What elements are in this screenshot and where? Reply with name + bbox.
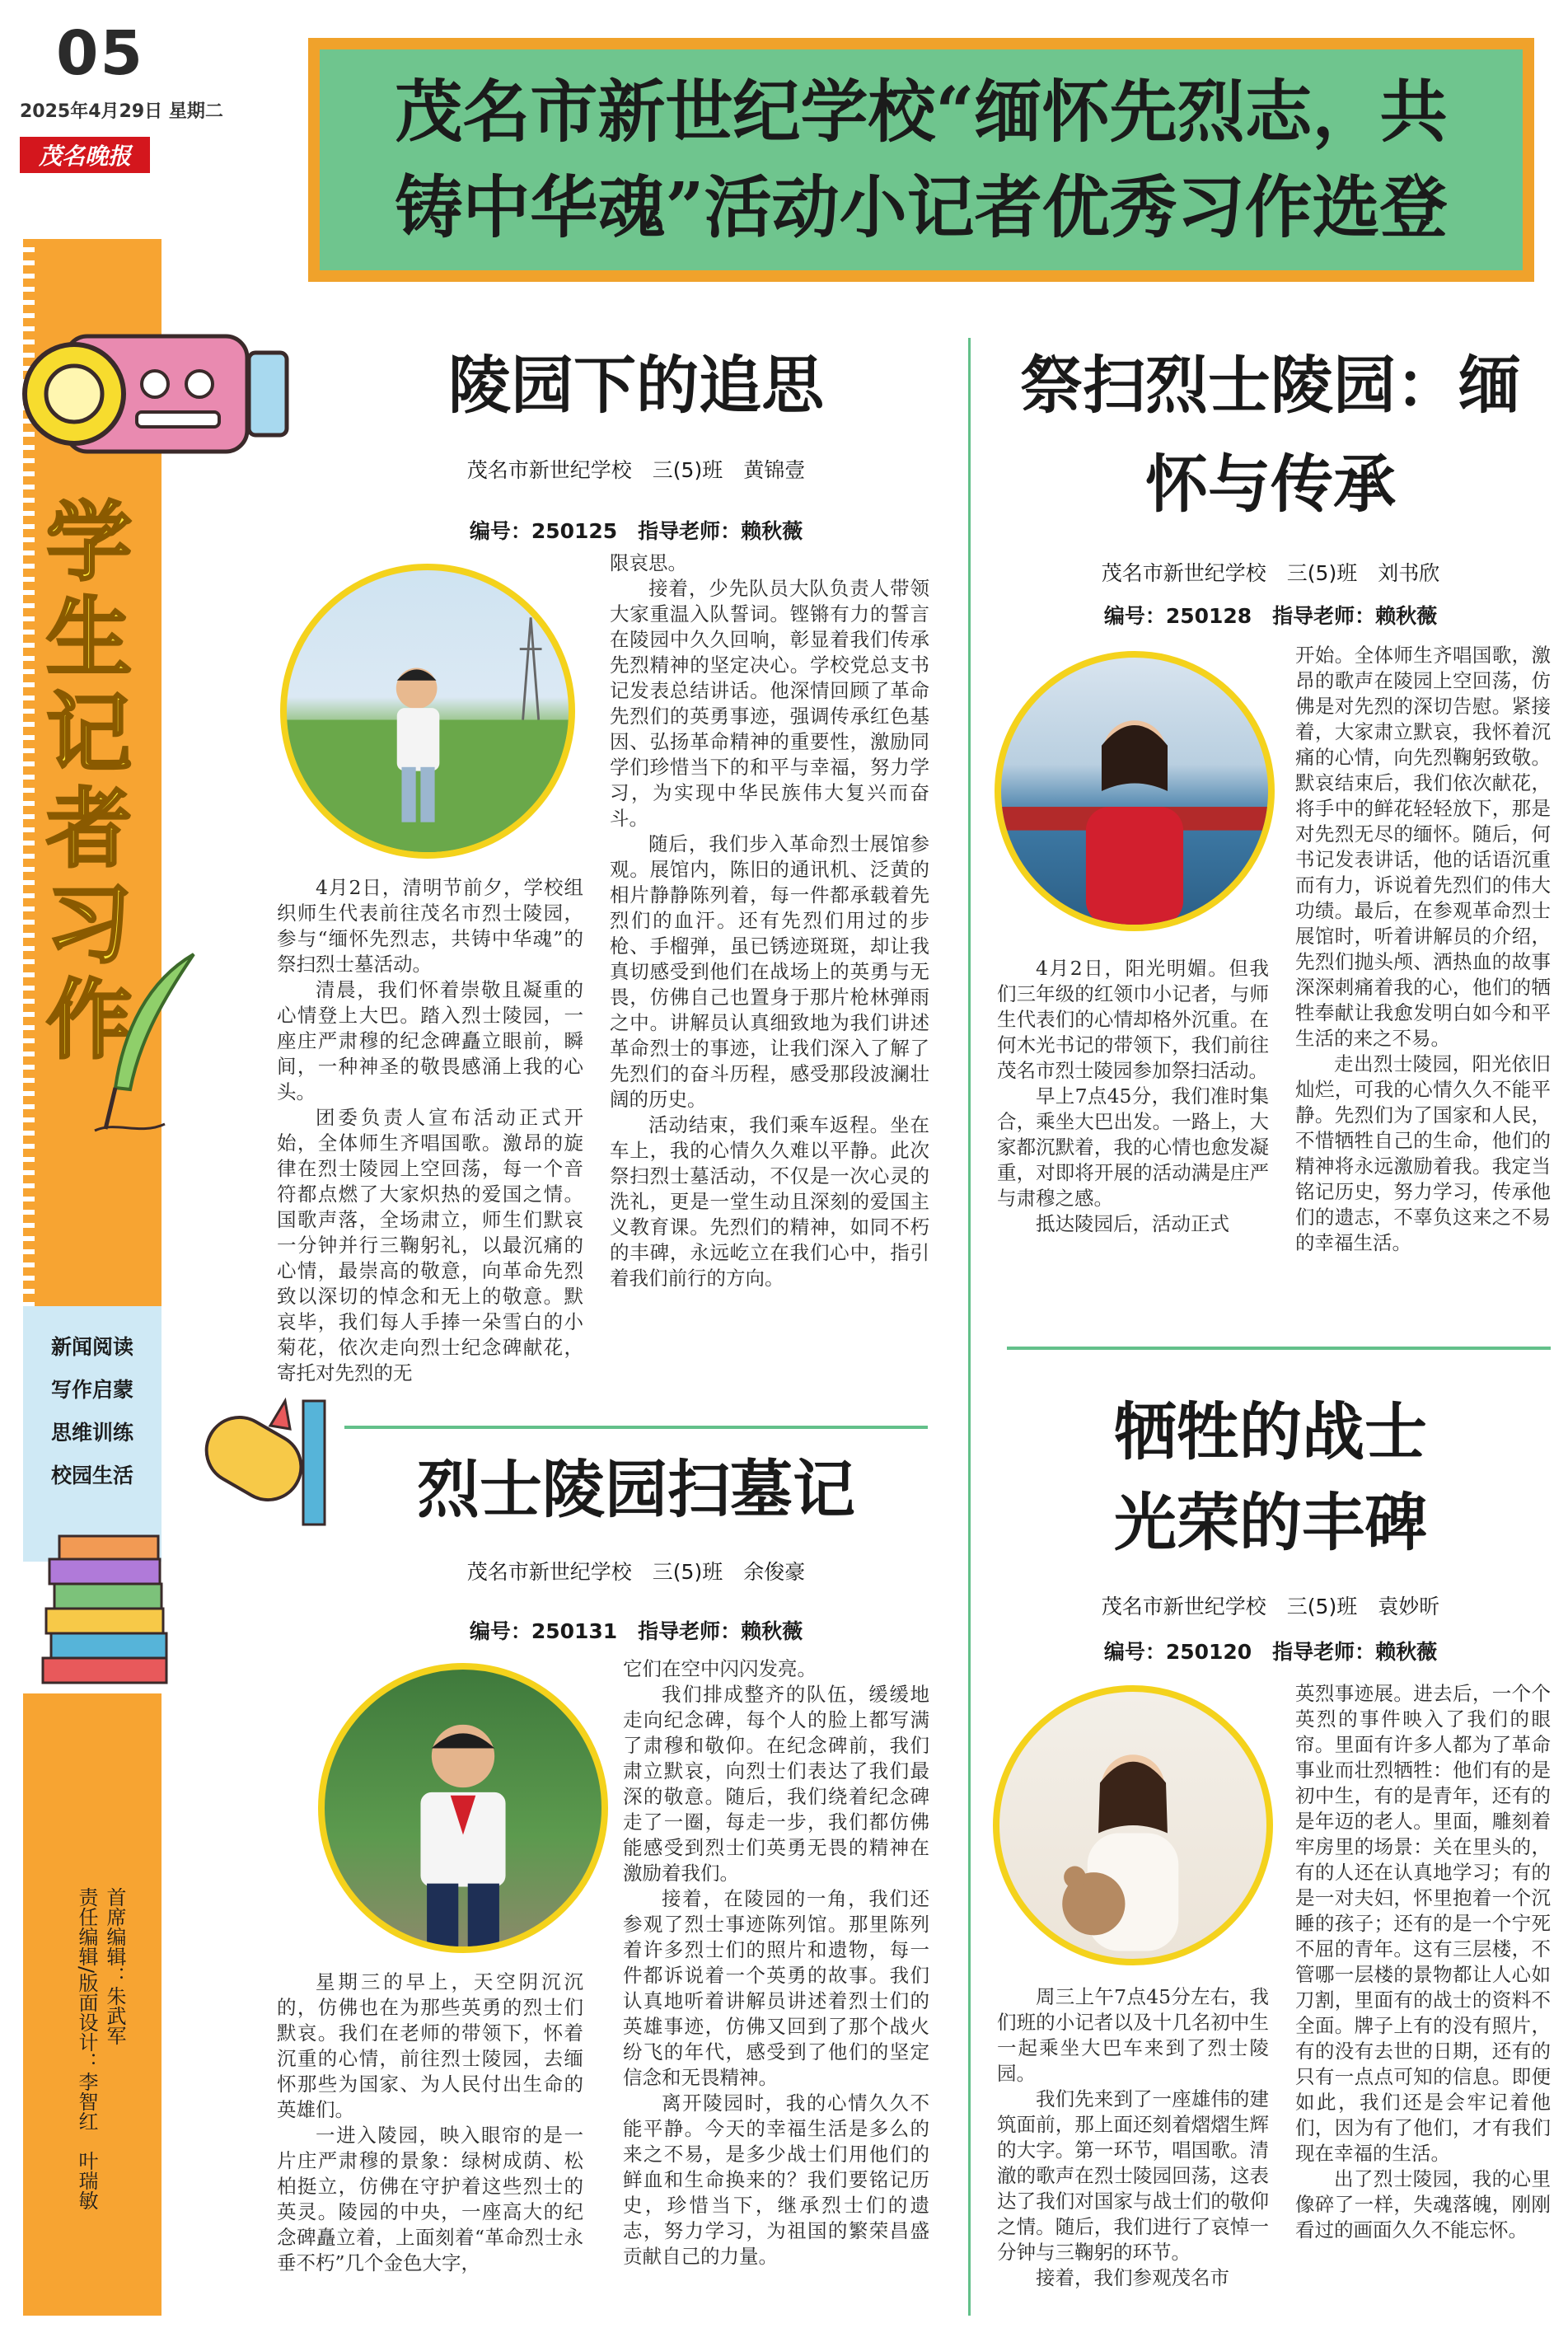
article-paragraph: 接着，在陵园的一角，我们还参观了烈士事迹陈列馆。那里陈列着许多烈士们的照片和遗物，每一件都诉说着一个英勇的故事。我们认真地听着讲解员讲述着烈士们的英雄事迹，仿佛又回到了那个战火纷飞的年代，感受到了他们的坚定信念和无畏精神。 bbox=[623, 1887, 929, 2089]
boy-in-field-illustration-icon bbox=[287, 570, 569, 852]
sidebar-title-char: 学 bbox=[45, 492, 132, 593]
author-photo bbox=[318, 1663, 608, 1953]
article-column bbox=[997, 1984, 1269, 2316]
article-column bbox=[1295, 643, 1551, 1309]
article-paragraph: 接着，我们参观茂名市 bbox=[1036, 2266, 1229, 2289]
sidebar-menu-item: 思维训练 bbox=[51, 1421, 134, 1445]
books-illustration-icon bbox=[35, 1518, 179, 1695]
author-photo bbox=[280, 564, 575, 859]
article-column bbox=[610, 550, 929, 1404]
article-paragraph: 团委负责人宣布活动正式开始，全体师生齐唱国歌。激昂的旋律在烈士陵园上空回荡，每一个音符都点燃了大家炽热的爱国之情。国歌声落，全场肃立，师生们默哀一分钟并行三鞠躬礼，以最沉痛的心情，最崇高的敬意，向革命先烈致以深切的悼念和无上的敬意。默哀毕，我们每人手捧一朵雪白的小菊花，依次走向烈士纪念碑献花，寄托对先烈的无 bbox=[277, 1106, 583, 1384]
article-meta: 编号：250125 指导老师：赖秋薇 bbox=[469, 519, 803, 543]
article-title: 陵园下的追思 bbox=[448, 349, 824, 422]
article-paragraph: 开始。全体师生齐唱国歌，激昂的歌声在陵园上空回荡，仿佛是对先烈的深切告慰。紧接着，大家肃立默哀，我怀着沉痛的心情，向先烈鞠躬致敬。默哀结束后，我们依次献花，将手中的鲜花轻轻放下，那是对先烈无尽的缅怀。随后，何书记发表讲话，他的话语沉重而有力，诉说着先烈们的伟大功绩。最后，在参观革命烈士展馆时，听着讲解员的介绍，先烈们抛头颅、洒热血的故事深深刺痛着我的心，他们的牺牲奉献让我愈发明白如今和平生活的来之不易。 bbox=[1295, 644, 1551, 1050]
article-byline: 茂名市新世纪学校 三(5)班 黄锦壹 bbox=[466, 458, 806, 482]
article-paragraph: 一进入陵园，映入眼帘的是一片庄严肃穆的景象：绿树成荫、松柏挺立，仿佛在守护着这些烈士的英灵。陵园的中央，一座高大的纪念碑矗立着，上面刻着“革命烈士永垂不朽”几个金色大字， bbox=[277, 2124, 583, 2274]
editor-credits bbox=[73, 1887, 129, 2299]
article-paragraph: 抵达陵园后，活动正式 bbox=[1036, 1212, 1229, 1235]
article-paragraph: 周三上午7点45分左右，我们班的小记者以及十几名初中生一起乘坐大巴车来到了烈士陵园。 bbox=[997, 1985, 1269, 2085]
article-column bbox=[623, 1656, 929, 2316]
headline-line-1: 茂名市新世纪学校“缅怀先烈志，共 bbox=[395, 73, 1448, 152]
article-meta: 编号：250131 指导老师：赖秋薇 bbox=[469, 1619, 803, 1643]
article-paragraph: 出了烈士陵园，我的心里像碎了一样，失魂落魄，刚刚看过的画面久久不能忘怀。 bbox=[1295, 2167, 1551, 2241]
article-paragraph: 走出烈士陵园，阳光依旧灿烂，可我的心情久久不能平静。先烈们为了国家和人民，不惜牺牲自己的生命，他们的精神将永远激励着我。我定当铭记历史，努力学习，传承他们的遗志，不辜负这来之不易的幸福生活。 bbox=[1295, 1052, 1551, 1254]
article-title: 牺牲的战士 bbox=[1114, 1395, 1427, 1468]
article-column bbox=[277, 1970, 583, 2316]
girl-by-lake-illustration-icon bbox=[1001, 658, 1268, 925]
author-photo bbox=[993, 1685, 1273, 1965]
sidebar-menu-item: 写作启蒙 bbox=[51, 1378, 134, 1402]
article-title: 祭扫烈士陵园：缅 bbox=[1020, 349, 1521, 422]
girl-with-teddy-illustration-icon bbox=[999, 1692, 1266, 1959]
author-photo bbox=[995, 651, 1275, 931]
sidebar-title-char: 生 bbox=[45, 588, 132, 688]
article-column bbox=[1295, 1681, 1551, 2316]
pencil-illustration-icon bbox=[188, 1393, 332, 1570]
sidebar-title-char: 记 bbox=[45, 683, 132, 784]
article-column bbox=[277, 875, 583, 1403]
article-paragraph: 早上7点45分，我们准时集合，乘坐大巴出发。一路上，大家都沉默着，我的心情也愈发凝重，对即将开展的活动满是庄严与肃穆之感。 bbox=[997, 1084, 1269, 1210]
article-paragraph: 活动结束，我们乘车返程。坐在车上，我的心情久久难以平静。此次祭扫烈士墓活动，不仅是一次心灵的洗礼，更是一堂生动且深刻的爱国主义教育课。先烈们的精神，如同不朽的丰碑，永远屹立在我们心中，指引着我们前行的方向。 bbox=[610, 1113, 929, 1290]
article-paragraph: 它们在空中闪闪发亮。 bbox=[623, 1657, 817, 1680]
article-paragraph: 离开陵园时，我的心情久久不能平静。今天的幸福生活是多么的来之不易，是多少战士们用他们的鲜血和生命换来的？我们要铭记历史，珍惜当下，继承烈士们的遗志，努力学习，为祖国的繁荣昌盛贡献自己的力量。 bbox=[623, 2091, 929, 2268]
article-paragraph: 我们排成整齐的队伍，缓缓地走向纪念碑，每个人的脸上都写满了肃穆和敬仰。在纪念碑前，我们肃立默哀，向烈士们表达了我们最深的敬意。随后，我们绕着纪念碑走了一圈，每走一步，我们都仿佛能感受到烈士们英勇无畏的精神在激励着我们。 bbox=[623, 1683, 929, 1885]
article-title: 光荣的丰碑 bbox=[1114, 1486, 1427, 1559]
newspaper-logo: 茂名晚报 bbox=[20, 137, 150, 173]
article-title: 烈士陵园扫墓记 bbox=[417, 1453, 855, 1526]
camera-illustration-icon bbox=[16, 320, 297, 465]
boy-in-uniform-illustration-icon bbox=[325, 1670, 601, 1946]
article-paragraph: 清晨，我们怀着崇敬且凝重的心情登上大巴。踏入烈士陵园，一座庄严肃穆的纪念碑矗立眼前，瞬间，一种神圣的敬畏感涌上我的心头。 bbox=[277, 978, 583, 1103]
headline-panel bbox=[320, 49, 1523, 270]
section-divider-right bbox=[1007, 1347, 1551, 1350]
page-headline bbox=[308, 38, 1534, 282]
article-paragraph: 4月2日，清明节前夕，学校组织师生代表前往茂名市烈士陵园，参与“缅怀先烈志，共铸中华魂”的祭扫烈士墓活动。 bbox=[277, 876, 583, 976]
page-number: 05 bbox=[56, 18, 144, 89]
sidebar-title-char: 习 bbox=[45, 874, 132, 975]
article-paragraph: 限哀思。 bbox=[610, 551, 687, 574]
sidebar-title-char: 作 bbox=[45, 970, 132, 1070]
column-divider bbox=[968, 338, 971, 2316]
article-meta: 编号：250128 指导老师：赖秋薇 bbox=[1103, 604, 1438, 628]
article-paragraph: 英烈事迹展。进去后，一个个英烈的事件映入了我们的眼帘。里面有许多人都为了革命事业而壮烈牺牲：他们有的是初中生，有的是青年，还有的是年迈的老人。里面，雕刻着牢房里的场景：关在里头的，有的人还在认真地学习；有的是一对夫妇，怀里抱着一个沉睡的孩子；还有的是一个宁死不屈的青年。这有三层楼，不管哪一层楼的景物都让人心如刀割，里面有的战士的资料不全面。牌子上有的没有照片，有的没有去世的日期，还有的只有一点点可知的信息。即便如此，我们还是会牢记着他们，因为有了他们，才有我们现在幸福的生活。 bbox=[1295, 1682, 1551, 2165]
article-title: 怀与传承 bbox=[1145, 447, 1396, 521]
article-paragraph: 接着，少先队员大队负责人带领大家重温入队誓词。铿锵有力的誓言在陵园中久久回响，彰显着我们传承先烈精神的坚定决心。学校党总支书记发表总结讲话。他深情回顾了革命先烈们的英勇事迹，强调传承红色基因、弘扬革命精神的重要性，激励同学们珍惜当下的和平与幸福，努力学习，为实现中华民族伟大复兴而奋斗。 bbox=[610, 577, 929, 830]
article-byline: 茂名市新世纪学校 三(5)班 刘书欣 bbox=[1101, 561, 1440, 585]
issue-date: 2025年4月29日 星期二 bbox=[20, 101, 223, 122]
sidebar-menu-item: 校园生活 bbox=[51, 1464, 134, 1487]
quill-illustration-icon bbox=[91, 948, 206, 1137]
article-paragraph: 4月2日，阳光明媚。但我们三年级的红领巾小记者，与师生代表们的心情却格外沉重。在何木光书记的带领下，我们前往茂名市烈士陵园参加祭扫活动。 bbox=[997, 957, 1269, 1082]
article-column bbox=[997, 956, 1269, 1305]
article-meta: 编号：250120 指导老师：赖秋薇 bbox=[1103, 1640, 1438, 1664]
sidebar-menu-item: 新闻阅读 bbox=[51, 1335, 134, 1359]
editors-credit: 责任编辑/版面设计：李智红 叶瑞敏 bbox=[75, 1887, 98, 2211]
chief-editor-credit: 首席编辑：朱武军 bbox=[103, 1887, 126, 2045]
section-divider-left bbox=[344, 1426, 928, 1429]
article-paragraph: 我们先来到了一座雄伟的建筑面前，那上面还刻着熠熠生辉的大字。第一环节，唱国歌。清澈的歌声在烈士陵园回荡，这表达了我们对国家与战士们的敬仰之情。随后，我们进行了哀悼一分钟与三鞠躬的环节。 bbox=[997, 2087, 1269, 2264]
article-paragraph: 随后，我们步入革命烈士展馆参观。展馆内，陈旧的通讯机、泛黄的相片静静陈列着，每一件都承载着先烈们的血汗。还有先烈们用过的步枪、手榴弹，虽已锈迹斑斑，却让我真切感受到他们在战场上的英勇与无畏，仿佛自己也置身于那片枪林弹雨之中。讲解员认真细致地为我们讲述革命烈士的事迹，让我们深入了解了先烈们的奋斗历程，感受那段波澜壮阔的历史。 bbox=[610, 832, 929, 1111]
headline-line-2: 铸中华魂”活动小记者优秀习作选登 bbox=[395, 168, 1448, 247]
article-byline: 茂名市新世纪学校 三(5)班 余俊豪 bbox=[466, 1560, 806, 1584]
sidebar-title-char: 者 bbox=[45, 779, 132, 879]
article-byline: 茂名市新世纪学校 三(5)班 袁妙昕 bbox=[1101, 1595, 1440, 1618]
article-paragraph: 星期三的早上，天空阴沉沉的，仿佛也在为那些英勇的烈士们默哀。我们在老师的带领下，怀着沉重的心情，前往烈士陵园，去缅怀那些为国家、为人民付出生命的英雄们。 bbox=[277, 1970, 583, 2121]
